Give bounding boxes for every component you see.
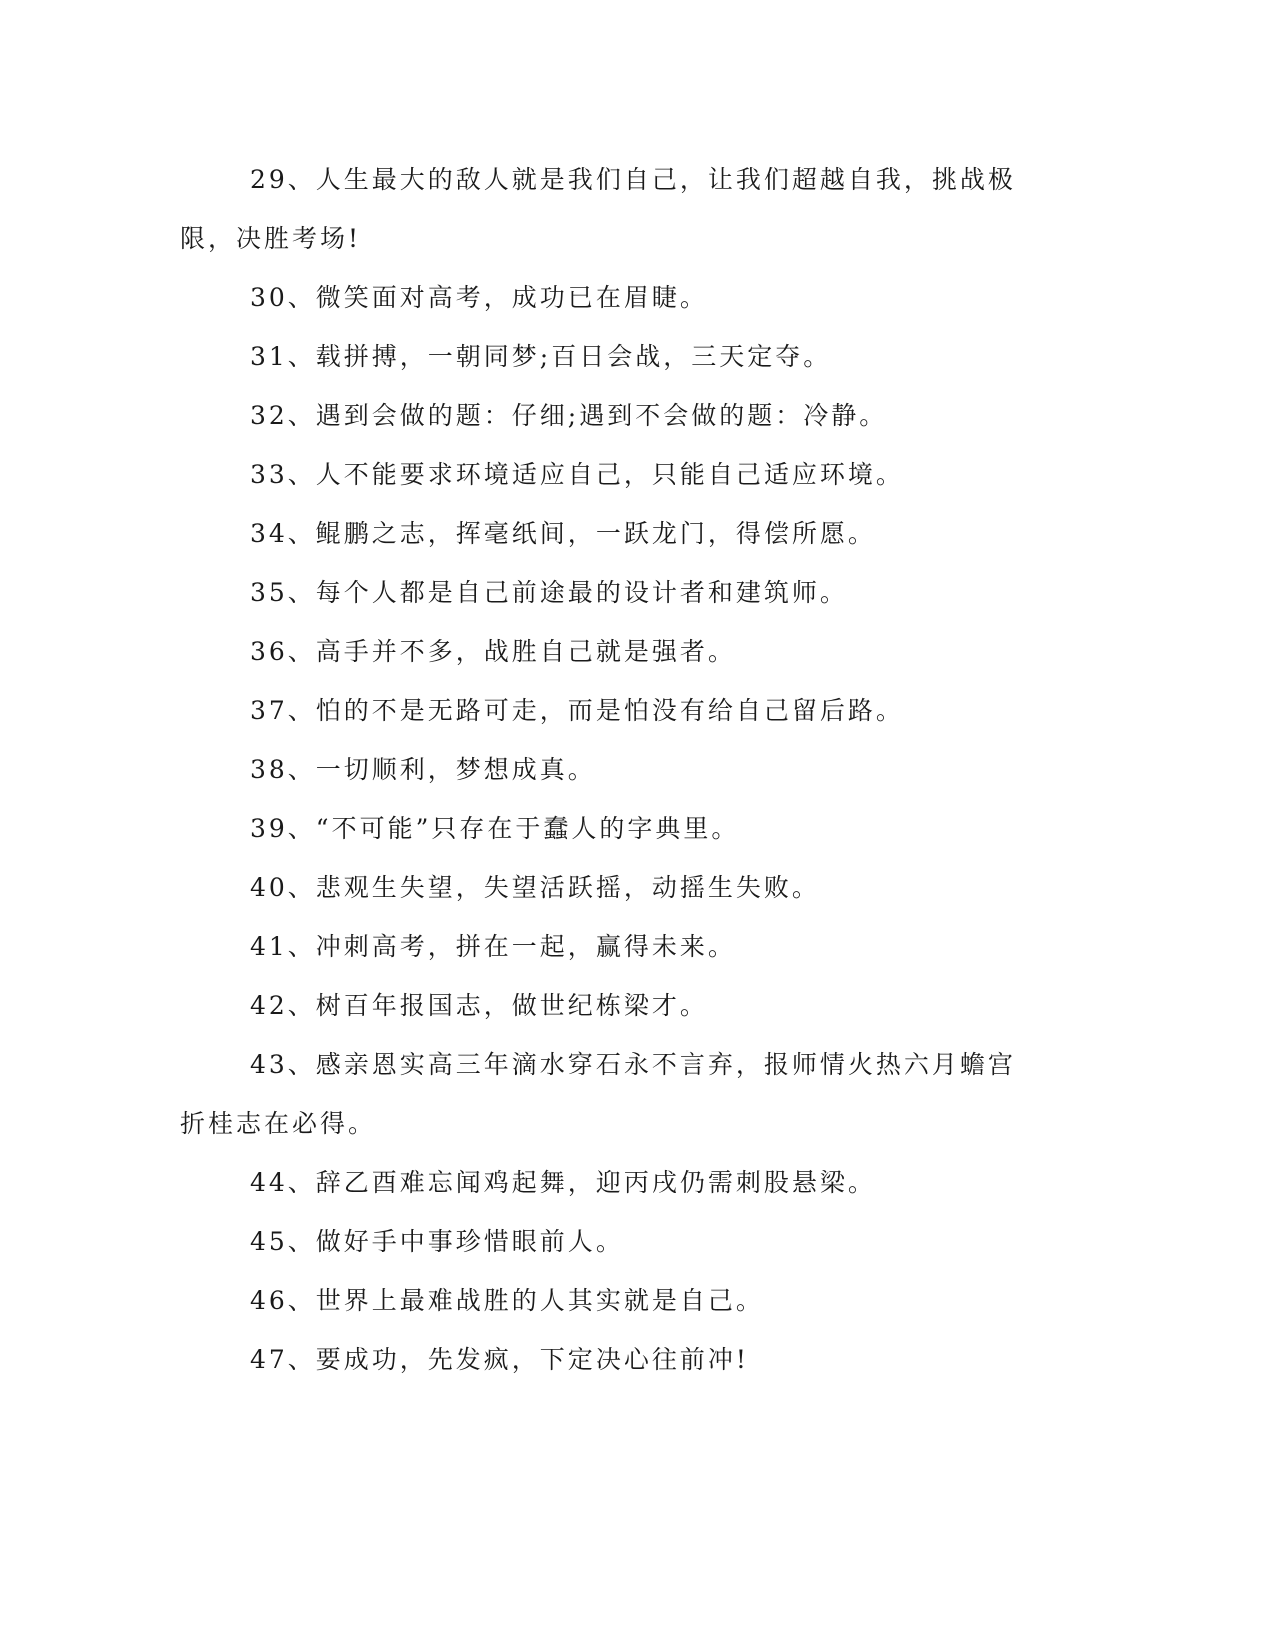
paragraph-46: 46、世界上最难战胜的人其实就是自己。 [250, 1286, 764, 1315]
paragraph-41: 41、冲刺高考，拼在一起，赢得未来。 [250, 932, 736, 961]
paragraph-36: 36、高手并不多，战胜自己就是强者。 [250, 637, 736, 666]
paragraph-44: 44、辞乙酉难忘闻鸡起舞，迎丙戌仍需刺股悬梁。 [250, 1168, 876, 1197]
paragraph-42: 42、树百年报国志，做世纪栋梁才。 [250, 991, 708, 1020]
paragraph-43: 43、感亲恩实高三年滴水穿石永不言弃，报师情火热六月蟾宫折桂志在必得。 [180, 1050, 1016, 1138]
paragraph-32: 32、遇到会做的题：仔细;遇到不会做的题：冷静。 [250, 401, 888, 430]
paragraph-37: 37、怕的不是无路可走，而是怕没有给自己留后路。 [250, 696, 904, 725]
document-page [180, 150, 1030, 1389]
paragraph-45: 45、做好手中事珍惜眼前人。 [250, 1227, 624, 1256]
paragraph-35: 35、每个人都是自己前途最的设计者和建筑师。 [250, 578, 848, 607]
paragraph-30: 30、微笑面对高考，成功已在眉睫。 [250, 283, 708, 312]
paragraph-29: 29、人生最大的敌人就是我们自己，让我们超越自我，挑战极限，决胜考场! [180, 165, 1016, 253]
paragraph-33: 33、人不能要求环境适应自己，只能自己适应环境。 [250, 460, 904, 489]
paragraph-40: 40、悲观生失望，失望活跃摇，动摇生失败。 [250, 873, 820, 902]
paragraph-47: 47、要成功，先发疯，下定决心往前冲! [250, 1345, 749, 1374]
paragraph-34: 34、鲲鹏之志，挥毫纸间，一跃龙门，得偿所愿。 [250, 519, 876, 548]
paragraph-39: 39、“不可能”只存在于蠢人的字典里。 [250, 814, 740, 843]
paragraph-31: 31、载拼搏，一朝同梦;百日会战，三天定夺。 [250, 342, 832, 371]
paragraph-38: 38、一切顺利，梦想成真。 [250, 755, 596, 784]
